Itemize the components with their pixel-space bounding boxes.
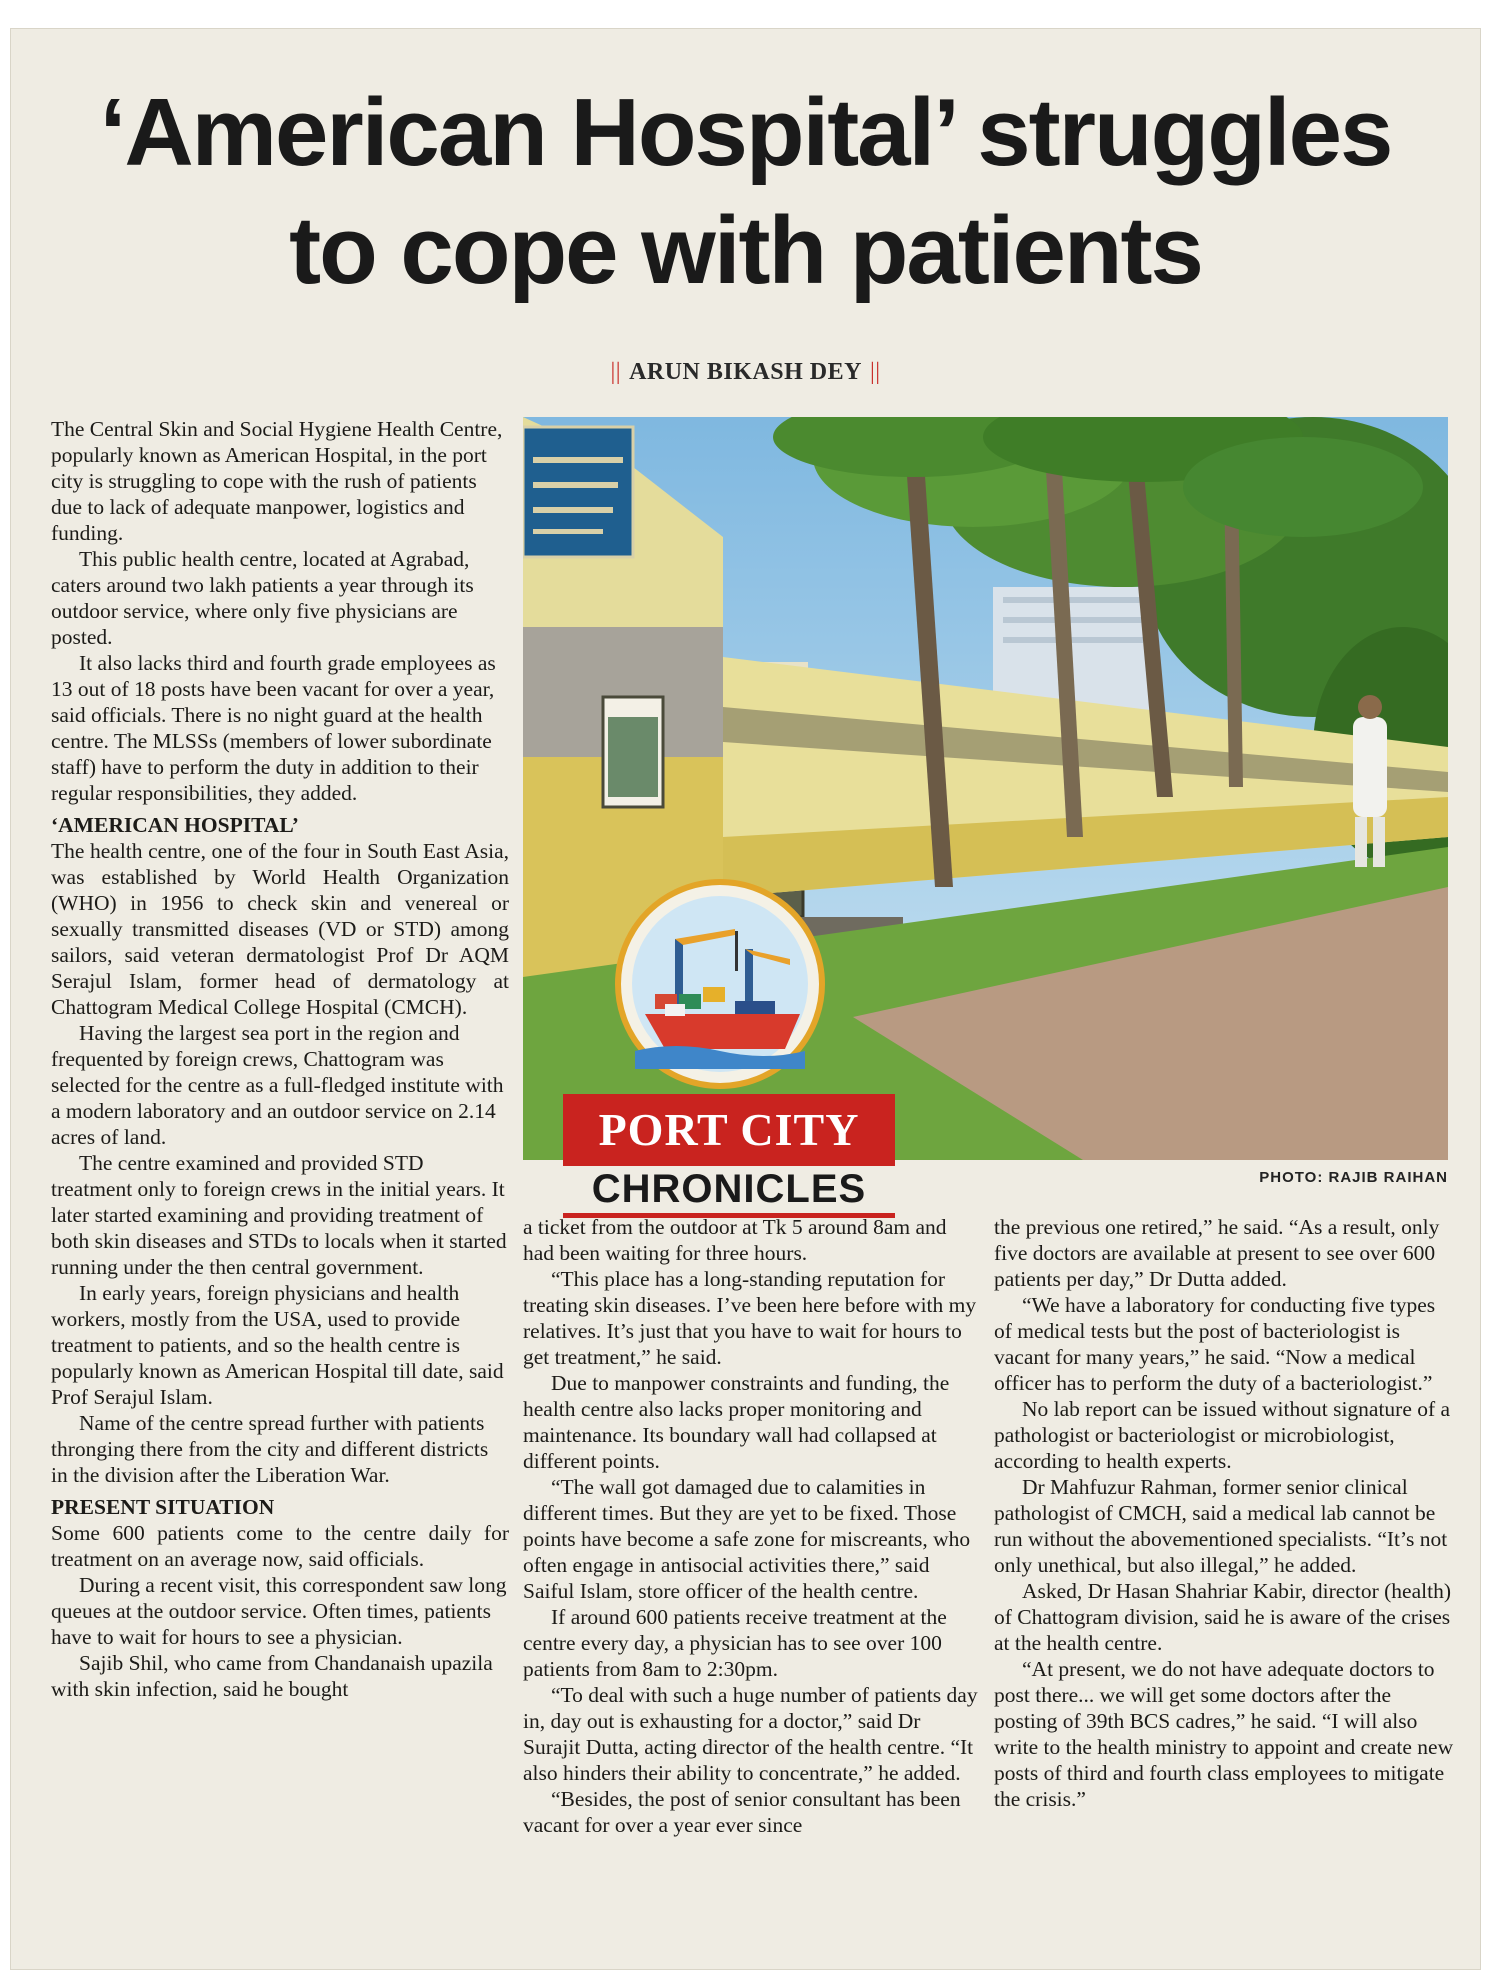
headline-line-2: to cope with patients [289,197,1202,304]
paragraph: “Besides, the post of senior consultant has been vacant for over a year ever since [523,1787,961,1837]
paragraph: Due to manpower constraints and funding, the health centre also lacks proper monitoring and maintenance. Its boundary wall had collapsed at different points. [523,1371,950,1473]
paragraph: “To deal with such a huge number of patients day in, day out is exhausting for a doctor,” said Dr Surajit Dutta, acting director of the health centre. “It also hinders their ability to concentrate,” he added. [523,1683,978,1785]
paragraph: This public health centre, located at Agrabad, caters around two lakh patients a year through its outdoor service, where only five physicians are posted. [51,547,474,649]
paragraph: Sajib Shil, who came from Chandanaish upazila with skin infection, said he bought [51,1651,493,1701]
paragraph: In early years, foreign physicians and health workers, mostly from the USA, used to provide treatment to patients, and so the health centre is popularly known as American Hospital till date, said Prof Serajul Islam. [51,1281,504,1409]
paragraph: the previous one retired,” he said. “As a result, only five doctors are available at present to see over 600 patients per day,” Dr Dutta added. [994,1215,1440,1291]
ship-crane-icon [615,879,825,1089]
paragraph: Asked, Dr Hasan Shahriar Kabir, director (health) of Chattogram division, said he is aware of the crises at the health centre. [994,1579,1451,1655]
byline-bar-right: || [869,359,881,385]
headline [11,74,1480,310]
paragraph: No lab report can be issued without signature of a pathologist or bacteriologist or microbiologist, according to health experts. [994,1397,1451,1473]
paragraph: The health centre, one of the four in South East Asia, was established by World Health Organization (WHO) in 1956 to check skin and venereal or sexually transmitted diseases (VD or STD) among sailors, said veteran dermatologist Prof Dr AQM Serajul Islam, former head of dermatology at Chattogram Medical College Hospital (CMCH). [51,839,509,1019]
subheading-present-situation: PRESENT SITUATION [51,1495,275,1519]
paragraph: The centre examined and provided STD treatment only to foreign crews in the initial years. It later started examining and providing treatment of both skin diseases and STDs to locals when it started running under the then central government. [51,1151,507,1279]
article-column-2 [523,1214,978,1838]
paragraph: “The wall got damaged due to calamities in different times. But they are yet to be fixed. Those points have become a safe zone for miscreants, who often engage in antisocial activities there,” said Saiful Islam, store officer of the health centre. [523,1475,971,1603]
paragraph: a ticket from the outdoor at Tk 5 around 8am and had been waiting for three hours. [523,1215,947,1265]
paragraph: The Central Skin and Social Hygiene Health Centre, popularly known as American Hospital, in the port city is struggling to cope with the rush of patients due to lack of adequate manpower, logistics and funding. [51,417,503,545]
headline-line-1: ‘American Hospital’ struggles [99,79,1392,186]
paragraph: Dr Mahfuzur Rahman, former senior clinical pathologist of CMCH, said a medical lab cannot be run without the abovementioned specialists. “It’s not only unethical, but also illegal,” he added. [994,1475,1448,1577]
paragraph: Some 600 patients come to the centre daily for treatment on an average now, said officials. [51,1521,509,1571]
article-column-1 [51,416,509,1702]
logo-subtitle: CHRONICLES [591,1167,867,1211]
port-city-chronicles-logo [563,879,895,1219]
newspaper-page [10,28,1481,1970]
article-column-3 [994,1214,1454,1812]
logo-title: PORT CITY [563,1094,895,1166]
paragraph: “We have a laboratory for conducting five types of medical tests but the post of bacteriologist is vacant for many years,” he said. “Now a medical officer has to perform the duty of a bacteriologist.” [994,1293,1436,1395]
byline-author: ARUN BIKASH DEY [629,359,862,385]
byline-bar-left: || [610,359,622,385]
paragraph: During a recent visit, this correspondent saw long queues at the outdoor service. Often times, patients have to wait for hours to see a physician. [51,1573,507,1649]
photo-credit: PHOTO: RAJIB RAIHAN [1259,1169,1448,1186]
paragraph: It also lacks third and fourth grade employees as 13 out of 18 posts have been vacant for over a year, said officials. There is no night guard at the health centre. The MLSSs (members of lower subordinate staff) have to perform the duty in addition to their regular responsibilities, they added. [51,651,496,805]
paragraph: Having the largest sea port in the region and frequented by foreign crews, Chattogram was selected for the centre as a full-fledged institute with a modern laboratory and an outdoor service on 2.14 acres of land. [51,1021,504,1149]
paragraph: “This place has a long-standing reputation for treating skin diseases. I’ve been here before with my relatives. It’s just that you have to wait for hours to get treatment,” he said. [523,1267,977,1369]
byline [11,359,1480,386]
paragraph: If around 600 patients receive treatment at the centre every day, a physician has to see over 100 patients from 8am to 2:30pm. [523,1605,947,1681]
subheading-american-hospital: ‘AMERICAN HOSPITAL’ [51,813,299,837]
paragraph: Name of the centre spread further with patients thronging there from the city and different districts in the division after the Liberation War. [51,1411,489,1487]
paragraph: “At present, we do not have adequate doctors to post there... we will get some doctors after the posting of 39th BCS cadres,” he said. “I will also write to the health ministry to appoint and create new posts of third and fourth class employees to mitigate the crisis.” [994,1657,1454,1811]
